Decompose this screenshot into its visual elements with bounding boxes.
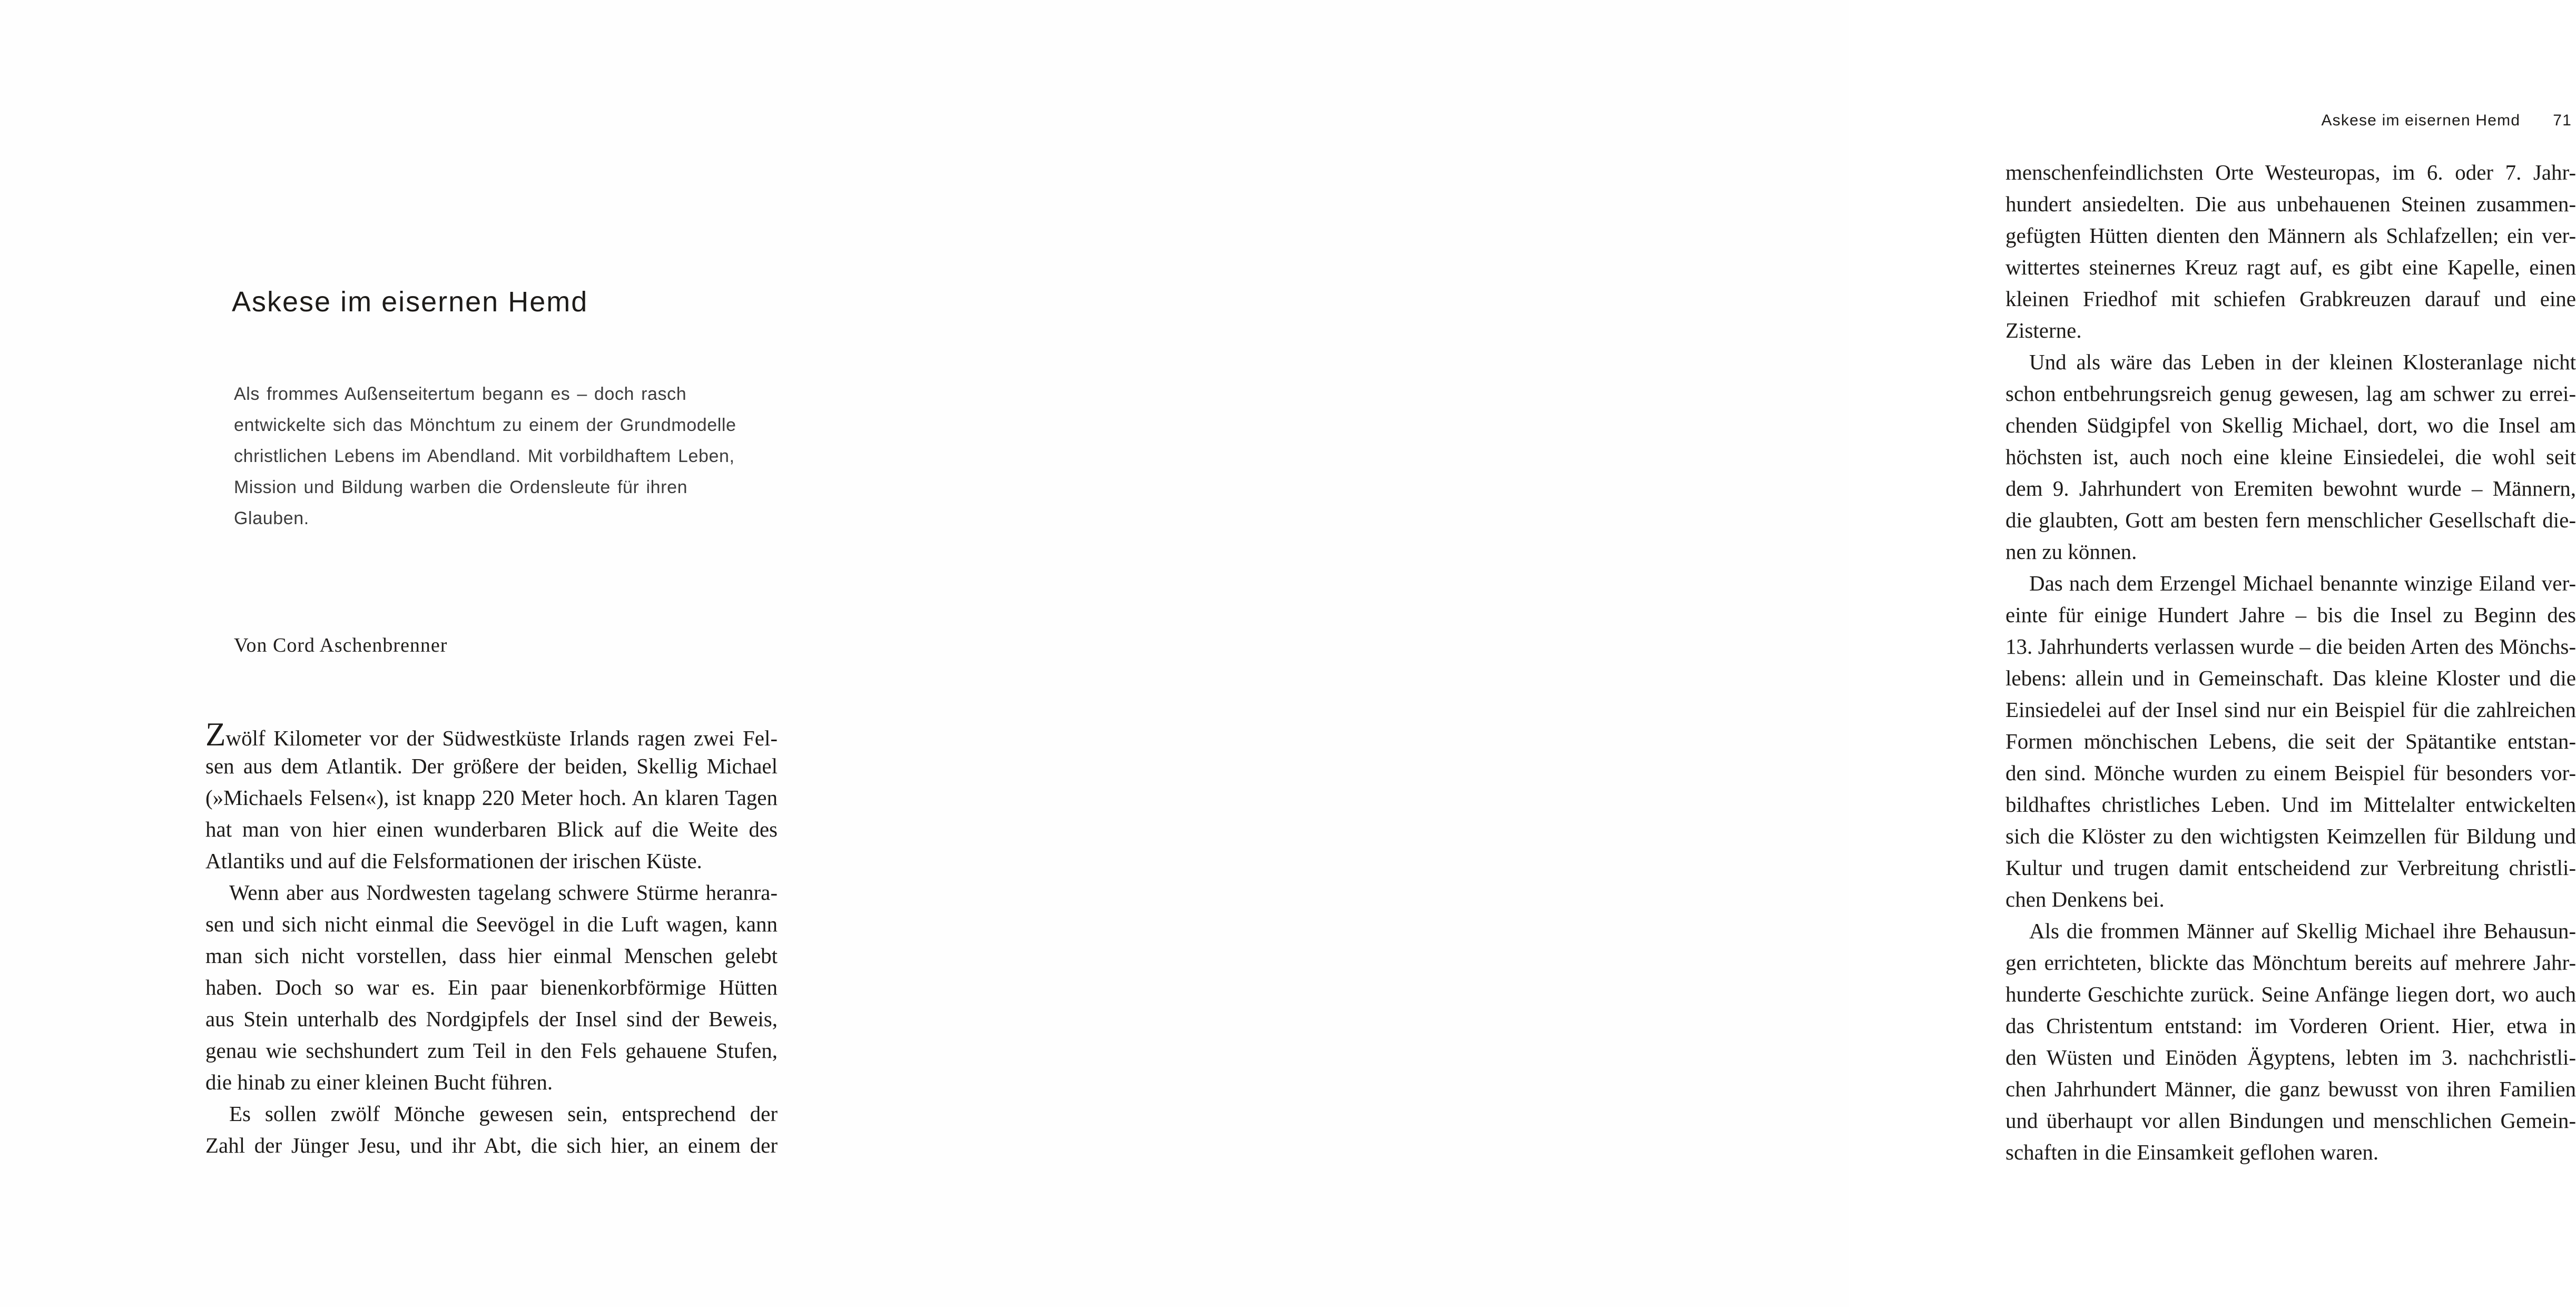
- text-line: Als frommes Außenseitertum begann es – doch rasch: [234, 384, 687, 404]
- text-line: Glauben.: [234, 508, 309, 528]
- text-line: dem 9. Jahrhundert von Eremiten bewohnt wurde – Männern,: [2005, 476, 2576, 500]
- text-line: entwickelte sich das Mönchtum zu einem der Grundmodelle: [234, 415, 736, 435]
- text-line: Zwölf Kilometer vor der Südwestküste Irlands ragen zwei Fel-: [205, 716, 778, 753]
- text-line: chen Denkens bei.: [2005, 887, 2165, 911]
- text-line: und überhaupt vor allen Bindungen und menschlichen Gemein-: [2005, 1108, 2576, 1133]
- left-page: [0, 0, 924, 1307]
- text-line: Und als wäre das Leben in der kleinen Klosteranlage nicht: [2029, 350, 2576, 374]
- text-line: hundert ansiedelten. Die aus unbehauenen Steinen zusammen-: [2005, 192, 2576, 216]
- text-line: 13. Jahrhunderts verlassen wurde – die beiden Arten des Mönchs-: [2005, 634, 2576, 659]
- text-line: menschenfeindlichsten Orte Westeuropas, im 6. oder 7. Jahr-: [2005, 160, 2576, 184]
- text-line: einte für einige Hundert Jahre – bis die Insel zu Beginn des: [2005, 603, 2576, 627]
- running-header: [2005, 112, 2572, 130]
- text-line: sich die Klöster zu den wichtigsten Keimzellen für Bildung und: [2005, 824, 2576, 848]
- text-line: nen zu können.: [2005, 539, 2137, 564]
- raised-initial: Z: [205, 716, 226, 753]
- text-line: Kultur und trugen damit entscheidend zur Verbreitung christli-: [2005, 856, 2576, 880]
- text-line: Wenn aber aus Nordwesten tagelang schwere Stürme heranra-: [229, 880, 778, 905]
- text-line: sen und sich nicht einmal die Seevögel in die Luft wagen, kann: [205, 912, 778, 936]
- text-line: Zisterne.: [2005, 318, 2082, 342]
- text-line: Mission und Bildung warben die Ordensleute für ihren: [234, 477, 688, 497]
- page-number: 71: [2553, 112, 2572, 129]
- text-line: das Christentum entstand: im Vorderen Orient. Hier, etwa in: [2005, 1014, 2576, 1038]
- text-line: hunderte Geschichte zurück. Seine Anfänge liegen dort, wo auch: [2005, 982, 2576, 1006]
- text-line: hat man von hier einen wunderbaren Blick auf die Weite des: [205, 817, 778, 841]
- text-line: man sich nicht vorstellen, dass hier einmal Menschen gelebt: [205, 944, 778, 968]
- chapter-title: Askese im eisernen Hemd: [232, 286, 588, 318]
- right-body-column: [2005, 156, 2576, 1168]
- running-header-title: Askese im eisernen Hemd: [2321, 112, 2521, 129]
- text-line: die hinab zu einer kleinen Bucht führen.: [205, 1070, 553, 1094]
- text-line: kleinen Friedhof mit schiefen Grabkreuzen darauf und eine: [2005, 287, 2576, 311]
- lead-paragraph: [234, 379, 776, 534]
- text-line: aus Stein unterhalb des Nordgipfels der Insel sind der Beweis,: [205, 1007, 778, 1031]
- text-line: bildhaftes christliches Leben. Und im Mittelalter entwickelten: [2005, 792, 2576, 817]
- text-line: genau wie sechshundert zum Teil in den Fels gehauene Stufen,: [205, 1038, 778, 1063]
- text-line: chenden Südgipfel von Skellig Michael, dort, wo die Insel am: [2005, 413, 2576, 437]
- text-line: schon entbehrungsreich genug gewesen, lag am schwer zu errei-: [2005, 381, 2576, 406]
- text-line: chen Jahrhundert Männer, die ganz bewusst von ihren Familien: [2005, 1077, 2576, 1101]
- text-line: Atlantiks und auf die Felsformationen der irischen Küste.: [205, 849, 702, 873]
- text-line: den sind. Mönche wurden zu einem Beispiel für besonders vor-: [2005, 761, 2576, 785]
- text-line: gen errichteten, blickte das Mönchtum bereits auf mehrere Jahr-: [2005, 950, 2576, 975]
- text-line: Als die frommen Männer auf Skellig Michael ihre Behausun-: [2029, 919, 2576, 943]
- text-line: lebens: allein und in Gemeinschaft. Das kleine Kloster und die: [2005, 666, 2576, 690]
- byline: Von Cord Aschenbrenner: [234, 634, 448, 656]
- text-line: christlichen Lebens im Abendland. Mit vorbildhaftem Leben,: [234, 446, 735, 466]
- text-line: wittertes steinernes Kreuz ragt auf, es gibt eine Kapelle, einen: [2005, 255, 2576, 279]
- text-line: die glaubten, Gott am besten fern menschlicher Gesellschaft die-: [2005, 508, 2576, 532]
- left-body-column: [205, 716, 778, 1161]
- text-line: Formen mönchischen Lebens, die seit der Spätantike entstan-: [2005, 729, 2576, 753]
- text-line: Zahl der Jünger Jesu, und ihr Abt, die sich hier, an einem der: [205, 1133, 778, 1157]
- right-page: [924, 0, 2576, 1307]
- text-line: schaften in die Einsamkeit geflohen waren.: [2005, 1140, 2379, 1164]
- text-line: Es sollen zwölf Mönche gewesen sein, entsprechend der: [229, 1102, 778, 1126]
- text-line: den Wüsten und Einöden Ägyptens, lebten im 3. nachchristli-: [2005, 1045, 2576, 1069]
- text-line: höchsten ist, auch noch eine kleine Einsiedelei, die wohl seit: [2005, 445, 2576, 469]
- text-line: (»Michaels Felsen«), ist knapp 220 Meter hoch. An klaren Tagen: [205, 785, 778, 810]
- text-line: haben. Doch so war es. Ein paar bienenkorbförmige Hütten: [205, 975, 778, 999]
- text-line: Einsiedelei auf der Insel sind nur ein Beispiel für die zahlreichen: [2005, 697, 2576, 722]
- text-line: gefügten Hütten dienten den Männern als Schlafzellen; ein ver-: [2005, 223, 2576, 248]
- text-line: sen aus dem Atlantik. Der größere der beiden, Skellig Michael: [205, 754, 778, 778]
- text-line: Das nach dem Erzengel Michael benannte winzige Eiland ver-: [2029, 571, 2576, 595]
